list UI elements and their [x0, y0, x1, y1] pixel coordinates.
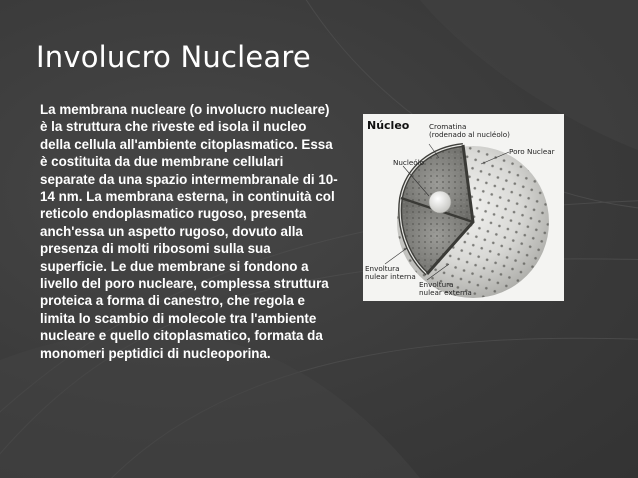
label-poro-nuclear: Poro Nuclear [509, 147, 555, 156]
label-cromatina-line2: (rodenado al nucléolo) [429, 130, 510, 139]
label-cromatina-line1: Cromatina [429, 122, 467, 131]
label-envoltura-interna-line2: nulear interna [365, 272, 416, 281]
label-envoltura-interna-line1: Envoltura [365, 264, 400, 273]
slide-title: Involucro Nucleare [36, 40, 311, 74]
label-nucleolo: Nucleólo [393, 158, 425, 167]
slide-body-text: La membrana nucleare (o involucro nucleare) è la struttura che riveste ed isola il nucleo della cellula all'ambiente citoplasmatico. Essa è costituita da due membrane cellulari separate da una spazio intermembranale di 10-14 nm. La membrana esterna, in continuità col reticolo endoplasmatico rugoso, presenta anch'essa un aspetto rugoso, dovuto alla presenza di molti ribosomi sulla sua superficie. Le due membrane si fondono a livello del poro nucleare, complessa struttura proteica a forma di canestro, che regola e limita lo scambio di molecole tra l'ambiente nucleare e quello citoplasmatico, formata da monomeri peptidici di nucleoporina. [40, 102, 338, 361]
figure-title: Núcleo [367, 119, 410, 132]
nucleus-diagram [363, 114, 564, 301]
label-envoltura-externa-line1: Envoltura [419, 280, 454, 289]
label-envoltura-externa-line2: nulear externa [419, 288, 472, 297]
nucleolus [429, 191, 451, 213]
